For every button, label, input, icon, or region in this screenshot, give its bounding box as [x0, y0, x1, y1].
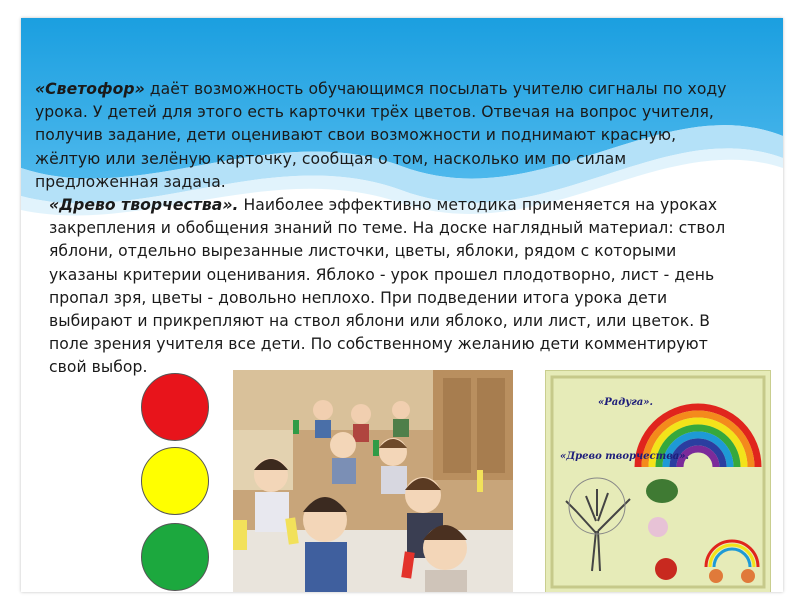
traffic-light-green	[141, 523, 209, 591]
board-image	[545, 370, 771, 592]
apple-icon	[655, 558, 677, 580]
paragraph-drevo	[35, 194, 740, 380]
hands-rainbow-icon	[706, 541, 758, 583]
leaf-icon	[646, 479, 678, 503]
board-illustration	[546, 371, 770, 592]
body-text	[35, 78, 740, 380]
paragraph-svetofor	[35, 78, 740, 194]
board-label-drevo: «Древо творчества».	[560, 451, 689, 462]
flower-icon	[648, 517, 668, 537]
term-svetofor: «Светофор»	[35, 80, 145, 98]
drevo-description: Наиболее эффективно методика применяется на уроках закрепления и обобщения знаний по теме. На доске наглядный материал: ствол яблони, отдельно вырезанные листочки, цветы, яблоки, рядом с которыми указаны критерии оценивания. Яблоко - урок прошел плодотворно, лист - день пропал зря, цветы - довольно неплохо. При подведении итога урока дети выбирают и прикрепляют на ствол яблони или яблоко, или лист, или цветок. В поле зрения учителя все дети. По собственному желанию дети комментируют свой выбор.	[49, 196, 726, 377]
tree-icon	[566, 478, 630, 571]
board-label-raduga: «Радуга».	[598, 397, 654, 408]
classroom-photo	[233, 370, 513, 592]
slide	[21, 18, 783, 592]
traffic-light-yellow	[141, 447, 209, 515]
traffic-light-red	[141, 373, 209, 441]
term-drevo-tvorchestva: «Древо творчества».	[49, 196, 239, 215]
svetofor-description: даёт возможность обучающимся посылать учителю сигналы по ходу урока. У детей для этого есть карточки трёх цветов. Отвечая на вопрос учителя, получив задание, дети оценивают свои возможности и поднимают красную, жёлтую или зелёную карточку, сообщая о том, насколько им по силам предложенная задача.	[35, 80, 727, 191]
